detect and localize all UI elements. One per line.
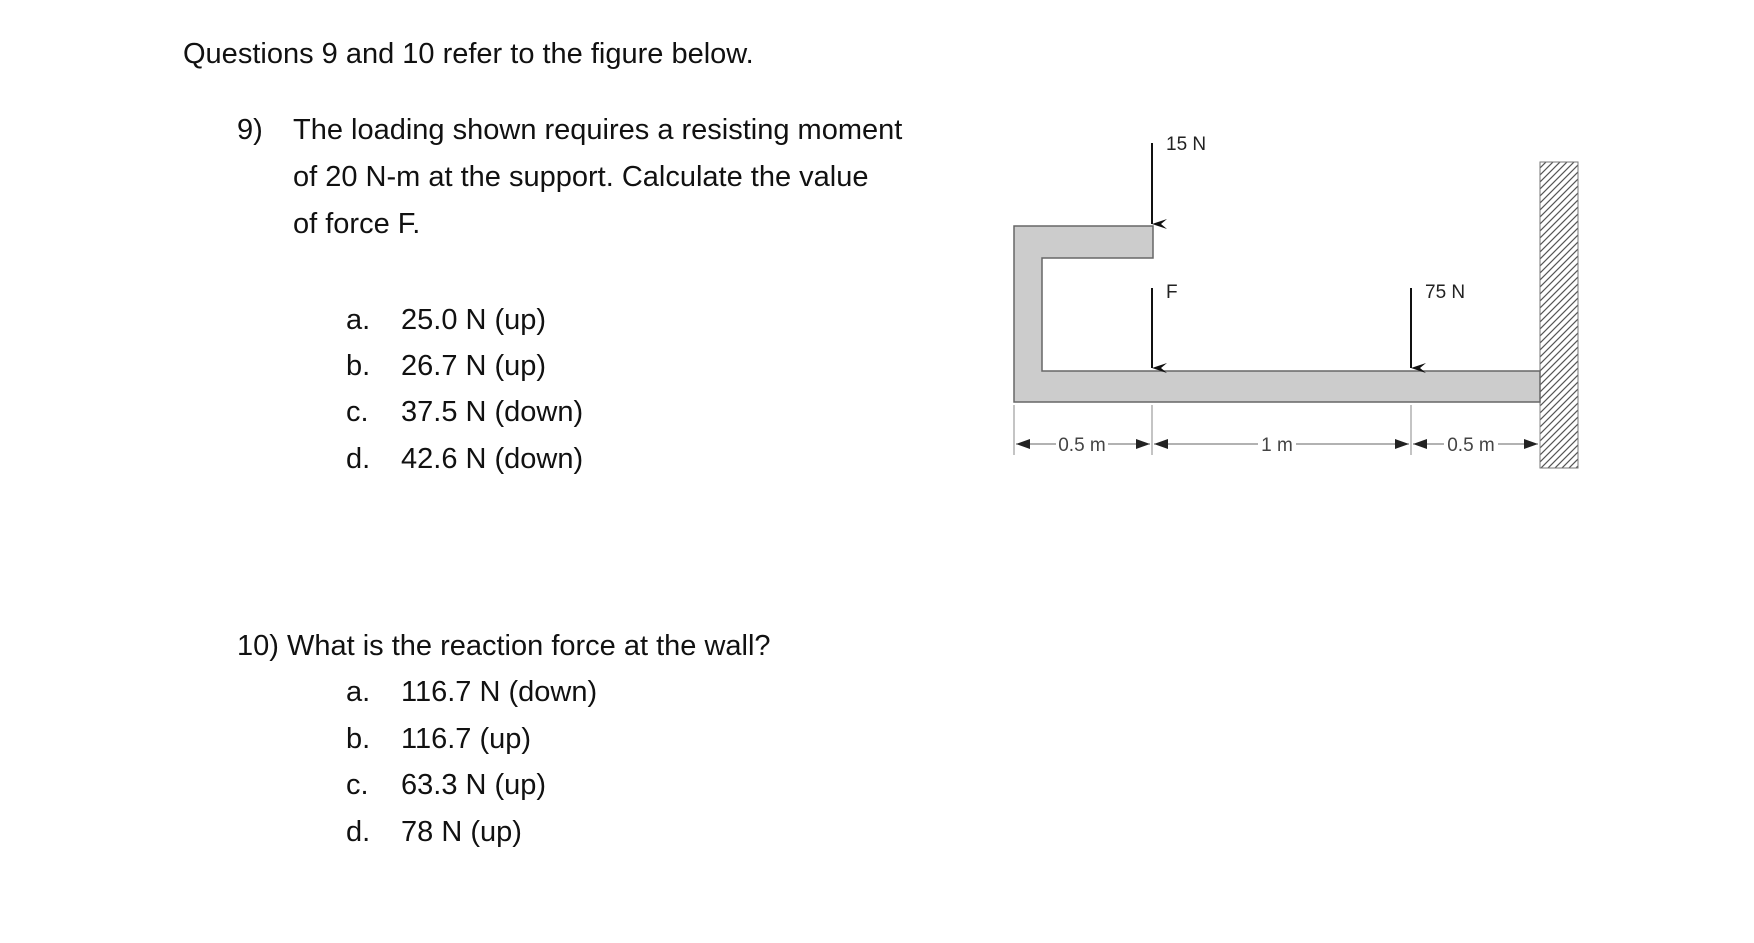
q10-option-a-text: 116.7 N (down) bbox=[401, 676, 598, 708]
q9-option-b-letter: b. bbox=[346, 350, 371, 382]
q9-option-c-letter: c. bbox=[346, 396, 369, 428]
q9-option-c-text: 37.5 N (down) bbox=[401, 396, 584, 428]
q9-number: 9) bbox=[237, 114, 263, 146]
q9-option-d-text: 42.6 N (down) bbox=[401, 443, 584, 475]
q10-option-a-letter: a. bbox=[346, 676, 371, 708]
q10-option-d-text: 78 N (up) bbox=[401, 816, 522, 848]
wall-support bbox=[1540, 162, 1578, 468]
q9-text-line-3: of force F. bbox=[293, 208, 421, 240]
dimension-label-2: 1 m bbox=[1261, 435, 1293, 456]
q10-option-b-text: 116.7 (up) bbox=[401, 723, 532, 755]
q9-option-a-letter: a. bbox=[346, 304, 371, 336]
intro-text: Questions 9 and 10 refer to the figure below. bbox=[183, 38, 754, 70]
beam bbox=[1014, 226, 1540, 402]
dimension-label-3: 0.5 m bbox=[1447, 435, 1495, 456]
q9-option-a-text: 25.0 N (up) bbox=[401, 304, 547, 336]
q10-option-c-text: 63.3 N (up) bbox=[401, 769, 547, 801]
q9-option-b-text: 26.7 N (up) bbox=[401, 350, 547, 382]
q9-option-d-letter: d. bbox=[346, 443, 371, 475]
q10-option-c-letter: c. bbox=[346, 769, 369, 801]
q9-text-line-1: The loading shown requires a resisting moment bbox=[293, 114, 903, 146]
q10-prompt: 10) What is the reaction force at the wall? bbox=[237, 630, 771, 662]
q10-option-b-letter: b. bbox=[346, 723, 371, 755]
q9-text-line-2: of 20 N-m at the support. Calculate the value bbox=[293, 161, 869, 193]
force-f-label: F bbox=[1166, 282, 1178, 303]
dimension-label-1: 0.5 m bbox=[1058, 435, 1106, 456]
q10-option-d-letter: d. bbox=[346, 816, 371, 848]
force-75n-label: 75 N bbox=[1425, 282, 1466, 303]
force-15n-label: 15 N bbox=[1166, 134, 1207, 155]
